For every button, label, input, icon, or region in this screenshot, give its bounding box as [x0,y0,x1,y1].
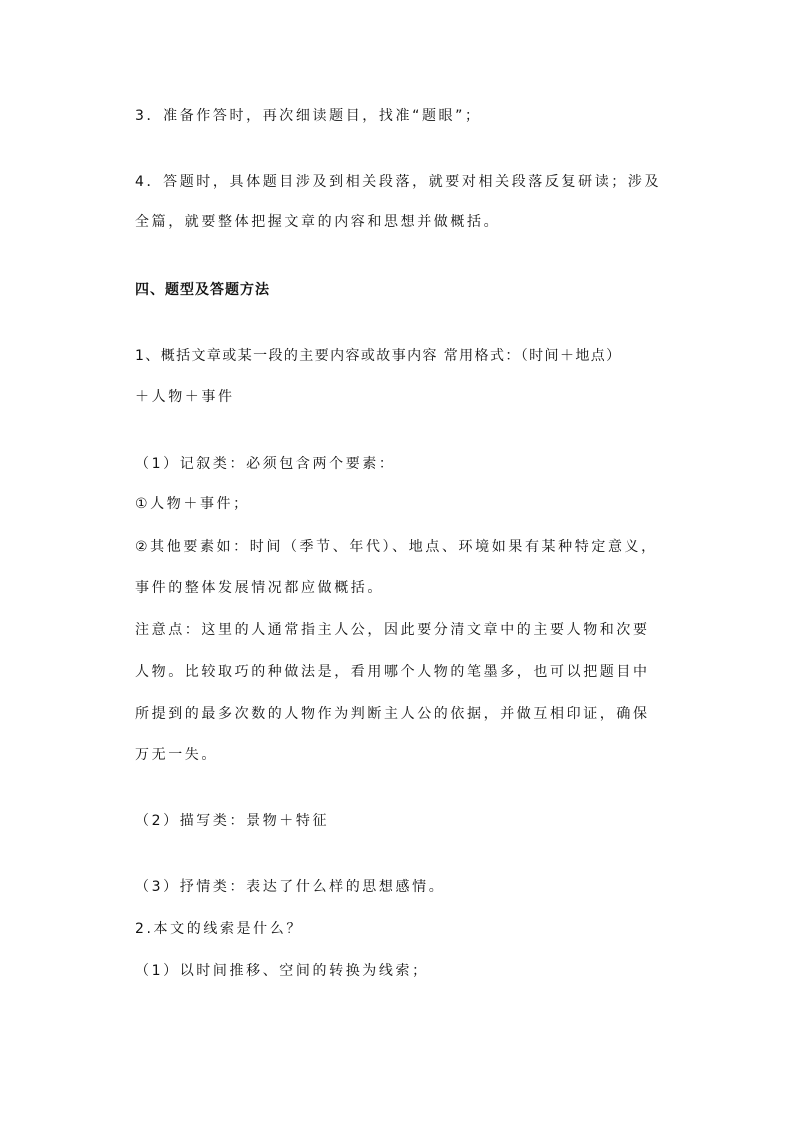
subitem-narrative-point-1: ①人物＋事件； [135,496,250,512]
note-line-3: 所提到的最多次数的人物作为判断主人公的依据，并做互相印证，确保 [135,706,650,722]
item-1-line-1: 1、概括文章或某一段的主要内容或故事内容 常用格式：（时间＋地点） [135,348,622,364]
note-line-4: 万无一失。 [135,747,218,763]
paragraph-step-4-line-1: 4．答题时，具体题目涉及到相关段落，就要对相关段落反复研读；涉及 [135,174,662,190]
note-line-1: 注意点：这里的人通常指主人公，因此要分清文章中的主要人物和次要 [135,622,650,638]
subitem-description: （2）描写类：景物＋特征 [135,813,330,829]
item-1-line-2: ＋人物＋事件 [135,389,235,405]
paragraph-step-3: 3．准备作答时，再次细读题目，找准“题眼”； [135,108,482,124]
subitem-narrative-point-2-line-1: ②其他要素如：时间（季节、年代）、地点、环境如果有某种特定意义， [135,539,658,555]
section-heading: 四、题型及答题方法 [135,282,270,298]
note-line-2: 人物。比较取巧的种做法是，看用哪个人物的笔墨多，也可以把题目中 [135,664,650,680]
item-2-question: 2.本文的线索是什么？ [135,921,303,937]
subitem-narrative: （1）记叙类：必须包含两个要素： [135,456,396,472]
subitem-narrative-point-2-line-2: 事件的整体发展情况都应做概括。 [135,580,384,596]
item-2-point-1: （1）以时间推移、空间的转换为线索； [135,963,429,979]
paragraph-step-4-line-2: 全篇，就要整体把握文章的内容和思想并做概括。 [135,214,501,230]
subitem-lyric: （3）抒情类：表达了什么样的思想感情。 [135,879,446,895]
